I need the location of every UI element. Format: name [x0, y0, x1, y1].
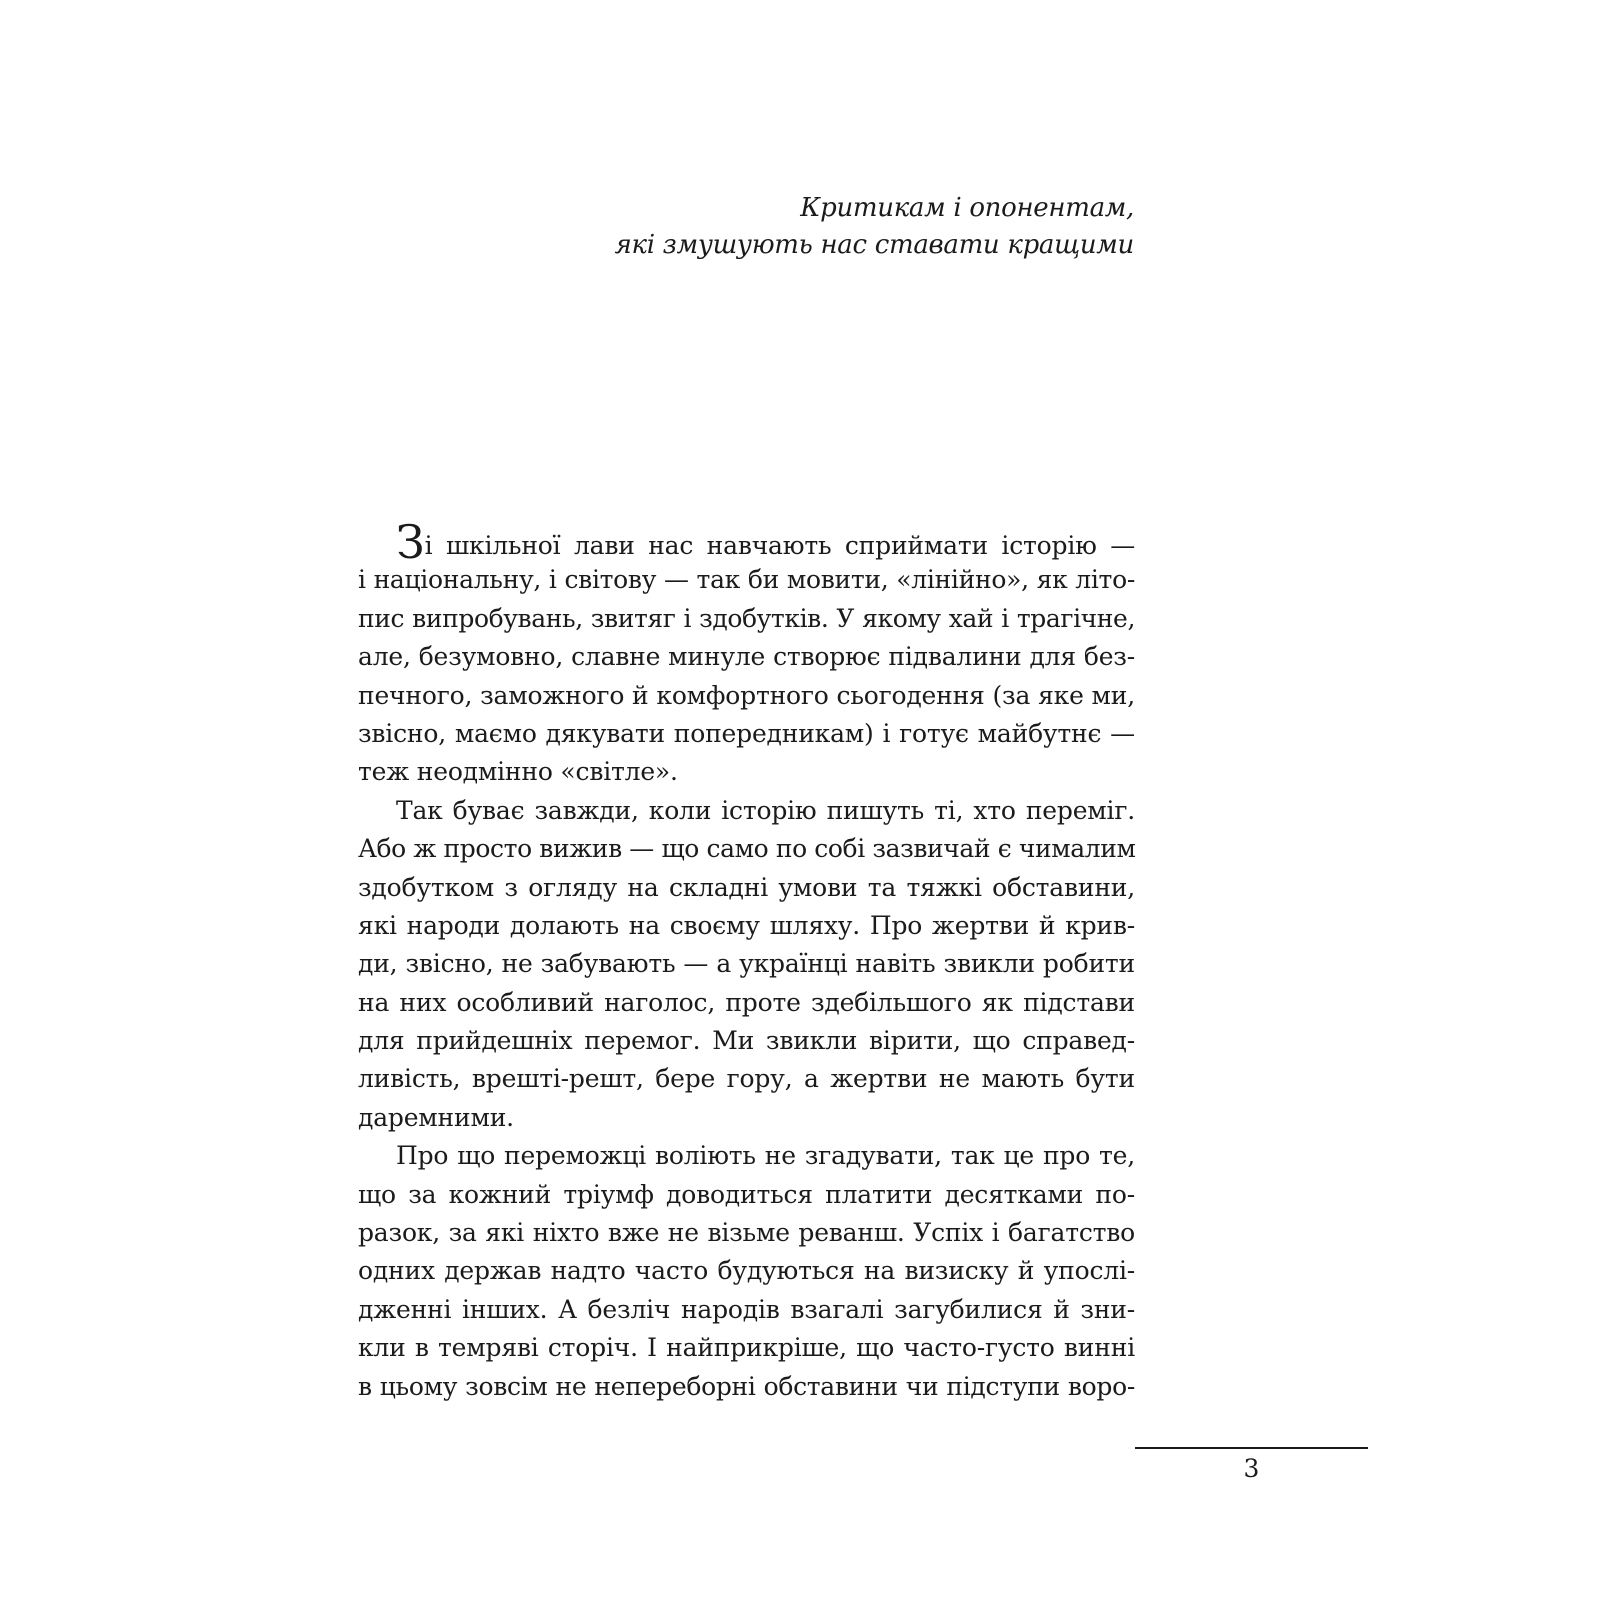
- body-line: Або ж просто вижив — що само по собі зазвичай є чималим: [358, 834, 1136, 864]
- body-line: даремними.: [358, 1102, 514, 1132]
- body-line: пис випробувань, звитяг і здобутків. У якому хай і трагічне,: [358, 603, 1135, 633]
- body-line-text: і шкільної лави нас навчають сприймати історію —: [424, 531, 1135, 560]
- body-line: що за кожний тріумф доводиться платити десятками по-: [358, 1179, 1135, 1209]
- body-line: і національну, і світову — так би мовити, «лінійно», як літо-: [358, 565, 1135, 595]
- body-line: кли в темряві сторіч. І найприкріше, що часто-густо винні: [358, 1333, 1135, 1363]
- body-line: Про що переможці воліють не згадувати, так це про те,: [396, 1141, 1135, 1171]
- body-line: [358, 515, 1135, 569]
- dropcap: З: [396, 515, 425, 569]
- footer-rule: [1135, 1447, 1368, 1449]
- epigraph: [615, 190, 1134, 264]
- page-number: 3: [1243, 1454, 1260, 1483]
- body-line: в цьому зовсім не непереборні обставини чи підступи воро-: [358, 1371, 1135, 1401]
- body-line: для прийдешніх перемог. Ми звикли вірити, що справед-: [358, 1026, 1135, 1056]
- body-line: дженні інших. А безліч народів взагалі загубилися й зни-: [358, 1294, 1135, 1324]
- body-line: ливість, врешті-решт, бере гору, а жертви не мають бути: [358, 1064, 1135, 1094]
- body-text: [358, 515, 1136, 1406]
- body-line: звісно, маємо дякувати попередникам) і готує майбутнє —: [358, 718, 1135, 748]
- body-line: але, безумовно, славне минуле створює підвалини для без-: [358, 642, 1135, 672]
- body-line: разок, за які ніхто вже не візьме реванш. Успіх і багатство: [358, 1218, 1135, 1248]
- epigraph-line: які змушують нас ставати кращими: [614, 230, 1134, 260]
- epigraph-line: Критикам і опонентам,: [800, 193, 1134, 223]
- body-line: теж неодмінно «світле».: [358, 757, 678, 787]
- body-line: на них особливий наголос, проте здебільшого як підстави: [358, 987, 1135, 1017]
- body-line: одних держав надто часто будуються на визиску й упослі-: [358, 1256, 1135, 1286]
- body-line: які народи долають на своєму шляху. Про жертви й крив-: [358, 910, 1135, 940]
- body-line: Так буває завжди, коли історію пишуть ті, хто переміг.: [396, 795, 1135, 825]
- body-line: печного, заможного й комфортного сьогодення (за яке ми,: [358, 680, 1135, 710]
- body-line: здобутком з огляду на складні умови та тяжкі обставини,: [358, 872, 1135, 902]
- body-line: ди, звісно, не забувають — а українці навіть звикли робити: [358, 949, 1135, 979]
